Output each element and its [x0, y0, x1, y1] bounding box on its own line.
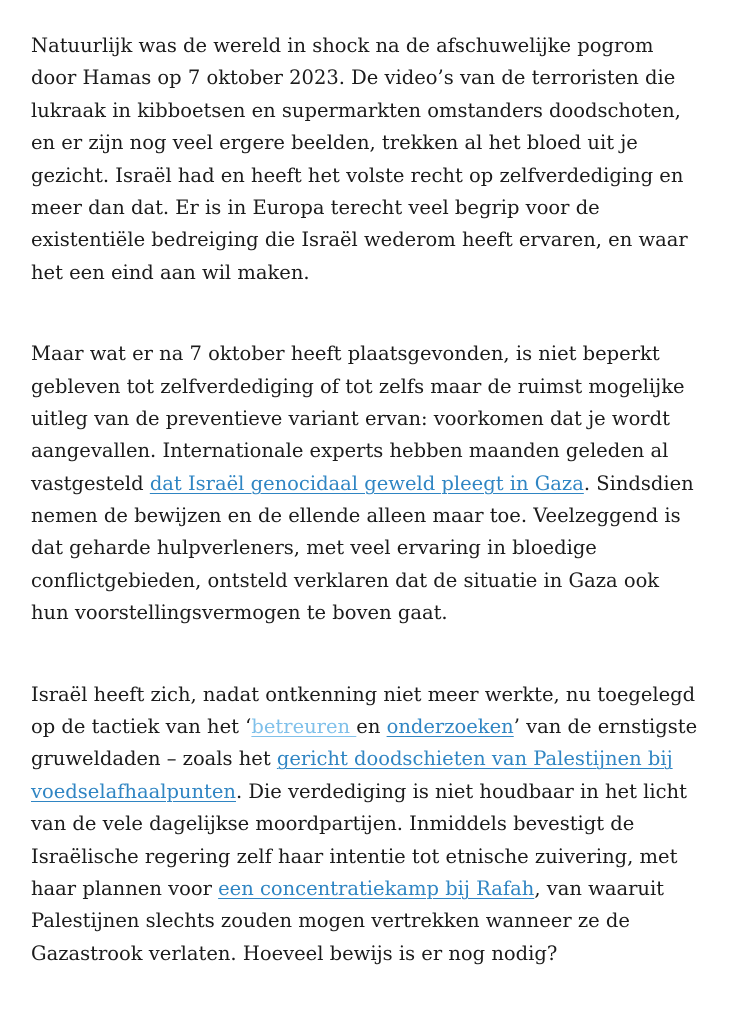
- text-line: en er zijn nog veel ergere beelden, trekken al het bloed uit je: [31, 131, 638, 155]
- text-line: [31, 743, 731, 775]
- text-line: door Hamas op 7 oktober 2023. De video’s van de terroristen die: [31, 66, 676, 90]
- text-line: meer dan dat. Er is in Europa terecht veel begrip voor de: [31, 195, 600, 219]
- text-segment: vastgesteld: [31, 471, 150, 495]
- text-line: van de vele dagelijkse moordpartijen. Inmiddels bevestigt de: [31, 812, 635, 836]
- text-segment: , van waaruit: [534, 876, 665, 900]
- text-line: Gazastrook verlaten. Hoeveel bewijs is er nog nodig?: [31, 941, 558, 965]
- text-segment: . Die verdediging is niet houdbaar in het licht: [236, 779, 687, 803]
- text-line: het een eind aan wil maken.: [31, 260, 310, 284]
- text-line: gezicht. Israël had en heeft het volste recht op zelfverdediging en: [31, 163, 684, 187]
- text-line: [31, 776, 731, 808]
- text-line: Natuurlijk was de wereld in shock na de afschuwelijke pogrom: [31, 34, 654, 57]
- text-line: conflictgebieden, ontsteld verklaren dat de situatie in Gaza ook: [31, 568, 660, 592]
- link-genocidaal-geweld[interactable]: dat Israël genocidaal geweld pleegt in Gaza: [149, 471, 584, 495]
- text-line: aangevallen. Internationale experts hebben maanden geleden al: [31, 439, 669, 463]
- text-segment: . Sindsdien: [583, 471, 694, 495]
- text-segment: haar plannen voor: [31, 876, 219, 900]
- link-concentratiekamp-rafah[interactable]: een concentratiekamp bij Rafah: [218, 876, 535, 900]
- link-doodschieten-part-2[interactable]: voedselafhaalpunten: [31, 779, 236, 803]
- text-line: [31, 711, 731, 743]
- paragraph-3: [31, 679, 731, 971]
- text-segment: ’ van de ernstigste: [513, 715, 698, 739]
- text-line: lukraak in kibboetsen en supermarkten omstanders doodschoten,: [31, 98, 681, 122]
- text-line: Israël heeft zich, nadat ontkenning niet meer werkte, nu toegelegd: [31, 682, 696, 706]
- link-onderzoeken[interactable]: onderzoeken: [386, 715, 514, 739]
- text-line: dat geharde hulpverleners, met veel ervaring in bloedige: [31, 536, 597, 560]
- link-betreuren[interactable]: betreuren: [251, 715, 357, 739]
- text-line: nemen de bewijzen en de ellende alleen maar toe. Veelzeggend is: [31, 504, 681, 528]
- text-segment: en: [356, 715, 387, 739]
- text-line: existentiële bedreiging die Israël wederom heeft ervaren, en waar: [31, 228, 688, 252]
- text-line: uitleg van de preventieve variant ervan: voorkomen dat je wordt: [31, 406, 670, 430]
- text-line: hun voorstellingsvermogen te boven gaat.: [31, 601, 448, 625]
- link-doodschieten-part-1[interactable]: gericht doodschieten van Palestijnen bij: [276, 747, 673, 771]
- text-line: [31, 468, 731, 500]
- paragraph-1: [31, 30, 731, 289]
- text-segment: op de tactiek van het ‘: [31, 715, 252, 739]
- paragraph-2: [31, 338, 731, 630]
- text-line: Israëlische regering zelf haar intentie tot etnische zuivering, met: [31, 844, 678, 868]
- text-line: Palestijnen slechts zouden mogen vertrekken wanneer ze de: [31, 909, 630, 933]
- text-line: gebleven tot zelfverdediging of tot zelfs maar de ruimst mogelijke: [31, 374, 685, 398]
- article-body: [31, 30, 731, 1019]
- text-line: [31, 873, 731, 905]
- text-line: Maar wat er na 7 oktober heeft plaatsgevonden, is niet beperkt: [31, 342, 660, 366]
- text-segment: gruweldaden – zoals het: [31, 747, 277, 771]
